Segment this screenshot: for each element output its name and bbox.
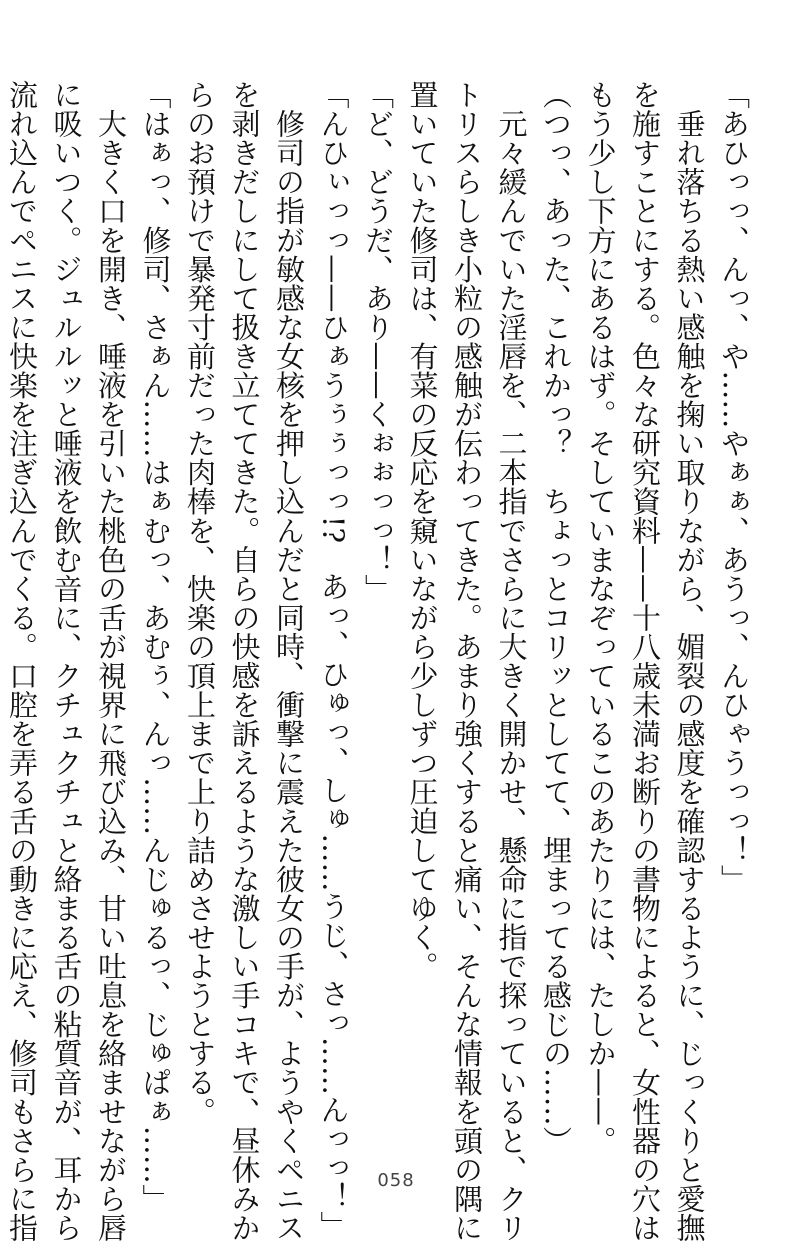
text-line: らのお預けで暴発寸前だった肉棒を、快楽の頂上まで上り詰めさせようとする。 xyxy=(183,80,217,1126)
text-line: 元々緩んでいた淫唇を、二本指でさらに大きく開かせ、懸命に指で探っていると、クリ xyxy=(494,80,529,1242)
text-line: 「はぁっ、修司、さぁん……はぁむっ、あむぅ、んっ……んじゅるっ、じゅぱぁ……」 xyxy=(138,80,173,1213)
text-line: （つっ、あった、これかっ？ ちょっとコリッとしてて、埋まってる感じの……） xyxy=(539,80,573,1155)
text-line: 流れ込んでペニスに快楽を注ぎ込んでくる。口腔を弄る舌の動きに応え、修司もさらに指 xyxy=(5,80,39,1242)
text-line: 「んひぃっっ——ひぁうぅぅっっ!? あっ、ひゅっ、しゅ……うじ、さっ……んっっ！」 xyxy=(316,80,351,1241)
text-line: 「あひっっ、んっ、や……やぁぁ、あうっ、んひゃうっっ！」 xyxy=(717,80,751,894)
text-line: に吸いつく。ジュルルッと唾液を飲む音に、クチュクチュと絡まる舌の粘質音が、耳から xyxy=(49,80,84,1242)
text-line: トリスらしき小粒の感触が伝わってきた。あまり強くすると痛い、そんな情報を頭の隅に xyxy=(450,80,484,1242)
text-line: 置いていた修司は、有菜の反応を窺いながら少しずつ圧迫してゆく。 xyxy=(405,80,440,981)
text-line: 垂れ落ちる熱い感触を掬い取りながら、媚裂の感度を確認するように、じっくりと愛撫 xyxy=(672,80,707,1242)
text-line: を剥きだしにして扱き立ててきた。自らの快感を訴えるような激しい手コキで、昼休みか xyxy=(227,80,262,1242)
text-line: 大きく口を開き、唾液を引いた桃色の舌が視界に飛び込み、甘い吐息を絡ませながら唇 xyxy=(94,80,128,1242)
text-line: もう少し下方にあるはず。そしていまなぞっているこのあたりには、たしか——。 xyxy=(583,80,618,1155)
text-line: 修司の指が敏感な女核を押し込んだと同時、衝撃に震えた彼女の手が、ようやくペニス xyxy=(272,80,306,1242)
page-number: 058 xyxy=(377,1170,415,1191)
text-line: を施すことにする。色々な研究資料——十八歳未満お断りの書物によると、女性器の穴は xyxy=(628,80,662,1242)
text-line: 「ど、どうだ、あり——くぉぉっっ！」 xyxy=(361,80,395,603)
